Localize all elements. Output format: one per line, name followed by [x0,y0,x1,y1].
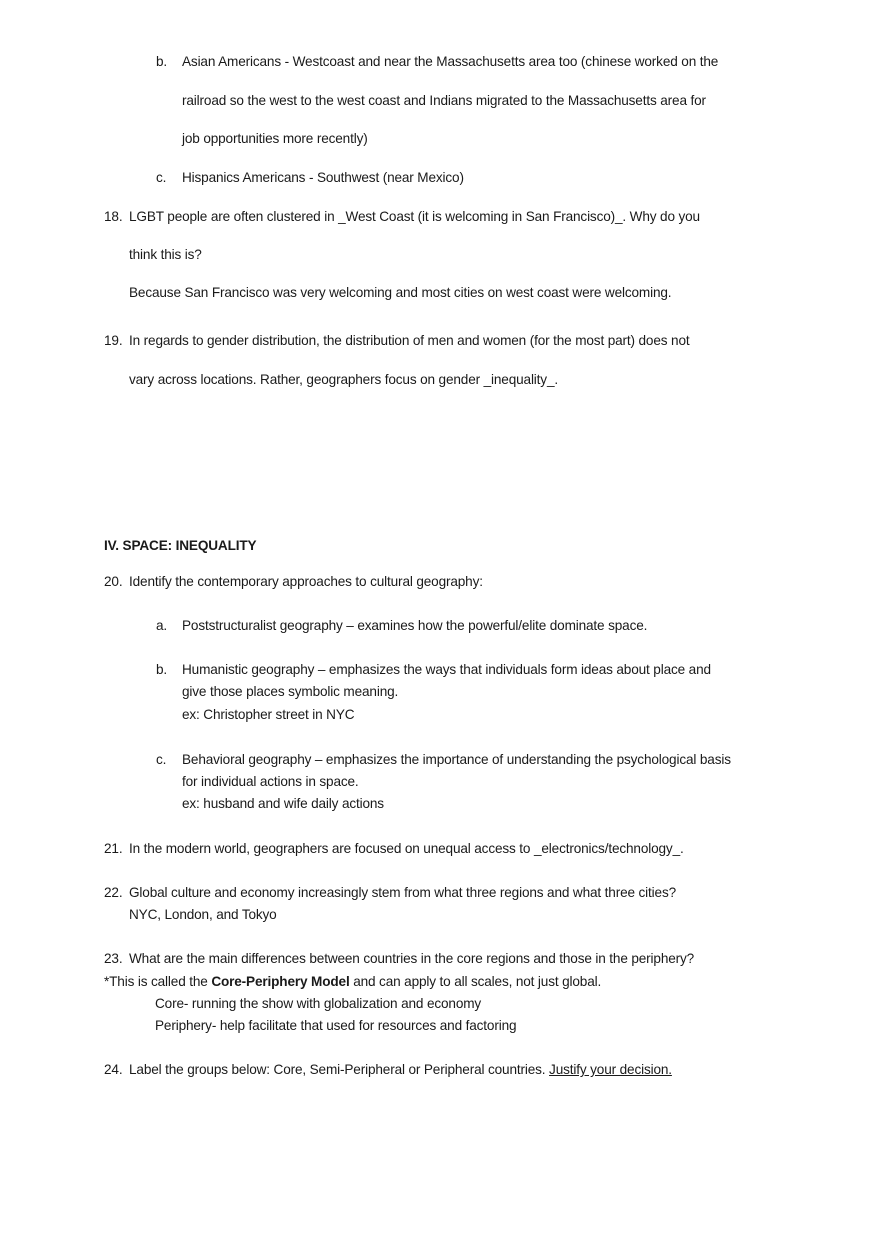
note-text [104,973,601,991]
list-item-text: Behavioral geography – emphasizes the importance of understanding the psychological basis [182,752,731,767]
question-text-main: Label the groups below: Core, Semi-Peripheral or Peripheral countries. [129,1062,550,1077]
list-label: b. [156,662,168,677]
list-item-text: give those places symbolic meaning. [182,684,399,699]
underlined-instruction: Justify your decision. [549,1062,672,1077]
section-heading: IV. SPACE: INEQUALITY [104,538,257,553]
question-number: 18. [104,209,123,224]
list-item-text: Asian Americans - Westcoast and near the Massachusetts area too (chinese worked on the [182,54,719,69]
question-text [129,1061,672,1079]
question-number: 19. [104,333,123,348]
list-item-text: for individual actions in space. [182,774,359,789]
question-text: vary across locations. Rather, geographers focus on gender _inequality_. [129,372,558,387]
question-number: 22. [104,885,123,900]
question-number: 20. [104,574,123,589]
list-item-text: Humanistic geography – emphasizes the ways that individuals form ideas about place and [182,662,711,677]
question-number: 24. [104,1062,123,1077]
list-item-text: ex: Christopher street in NYC [182,707,355,722]
note-bold-term: Core-Periphery Model [211,974,350,989]
question-text: In the modern world, geographers are focused on unequal access to _electronics/technology_. [129,841,684,856]
list-label: a. [156,618,168,633]
list-item-text: Hispanics Americans - Southwest (near Mexico) [182,170,464,185]
question-text: LGBT people are often clustered in _West Coast (it is welcoming in San Francisco)_. Why do you [129,209,700,224]
answer-text: NYC, London, and Tokyo [129,907,277,922]
question-text: Identify the contemporary approaches to cultural geography: [129,574,483,589]
question-text: In regards to gender distribution, the distribution of men and women (for the most part) does not [129,333,690,348]
list-item-text: Poststructuralist geography – examines how the powerful/elite dominate space. [182,618,648,633]
answer-periphery: Periphery- help facilitate that used for resources and factoring [155,1018,517,1033]
answer-text: Because San Francisco was very welcoming and most cities on west coast were welcoming. [129,285,672,300]
list-item-text: railroad so the west to the west coast and Indians migrated to the Massachusetts area for [182,93,706,108]
question-number: 23. [104,951,123,966]
question-text: Global culture and economy increasingly stem from what three regions and what three cities? [129,885,676,900]
question-number: 21. [104,841,123,856]
note-prefix: *This is called the [104,974,212,989]
list-item-text: ex: husband and wife daily actions [182,796,384,811]
list-label: c. [156,170,167,185]
question-text: think this is? [129,247,202,262]
list-label: b. [156,54,168,69]
list-label: c. [156,752,167,767]
answer-core: Core- running the show with globalization and economy [155,996,482,1011]
question-text: What are the main differences between countries in the core regions and those in the periphery? [129,951,695,966]
list-item-text: job opportunities more recently) [182,131,368,146]
note-suffix: and can apply to all scales, not just global. [349,974,602,989]
